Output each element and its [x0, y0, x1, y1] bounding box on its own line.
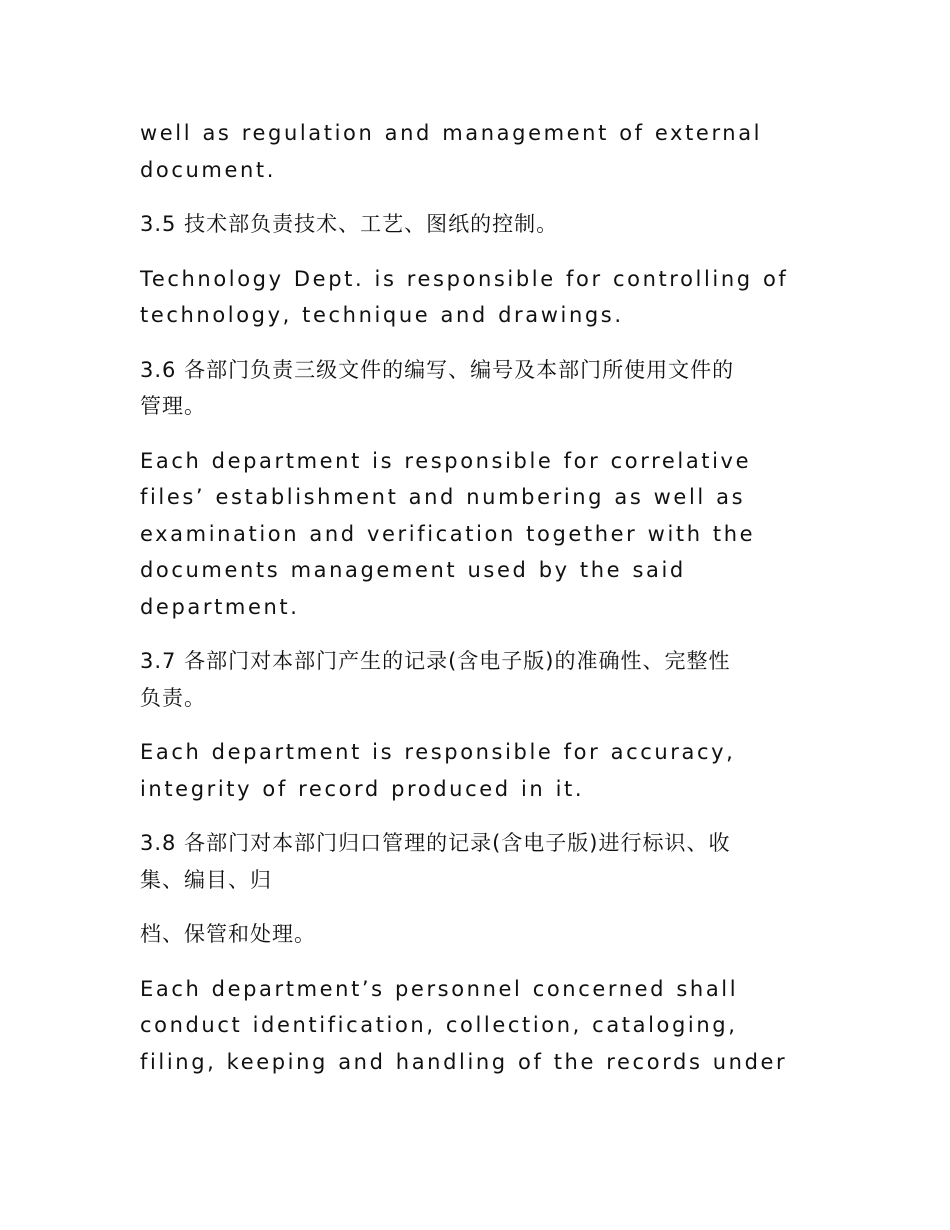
section-3-8-chinese-continued: [140, 916, 800, 953]
text-line: well as regulation and management of external: [140, 121, 763, 145]
section-3-8-chinese: [140, 825, 800, 898]
section-3-8-english: [140, 971, 800, 1081]
text-line: documents management used by the said: [140, 558, 686, 582]
text-line: Technology Dept. is responsible for controlling of: [140, 266, 789, 291]
text-line: files’ establishment and numbering as well as: [140, 485, 746, 509]
text-line: document.: [140, 157, 277, 182]
section-3-5-english: [140, 261, 800, 334]
text-line: conduct identification, collection, cataloging,: [140, 1013, 738, 1037]
section-3-6-chinese: [140, 352, 800, 425]
text-line: 3.7 各部门对本部门产生的记录(含电子版)的准确性、完整性: [140, 649, 731, 673]
text-line: department.: [140, 594, 300, 619]
section-3-5-chinese: [140, 206, 800, 243]
text-line: Each department is responsible for correlative: [140, 448, 752, 473]
text-line: Each department’s personnel concerned shall: [140, 976, 739, 1001]
text-line: technology, technique and drawings.: [140, 303, 624, 327]
text-line: 管理。: [140, 394, 206, 418]
section-3-7-chinese: [140, 643, 800, 716]
text-line: 3.6 各部门负责三级文件的编写、编号及本部门所使用文件的: [140, 357, 735, 382]
text-line: filing, keeping and handling of the records under: [140, 1049, 788, 1074]
text-line: 3.8 各部门对本部门归口管理的记录(含电子版)进行标识、收: [140, 831, 731, 855]
text-line: 负责。: [140, 685, 206, 710]
text-line: 集、编目、归: [140, 867, 272, 892]
text-line: integrity of record produced in it.: [140, 776, 585, 801]
document-body: [140, 115, 800, 1098]
section-3-6-english: [140, 443, 800, 626]
text-line: 3.5 技术部负责技术、工艺、图纸的控制。: [140, 212, 559, 236]
text-line: examination and verification together with the: [140, 521, 756, 546]
paragraph-external-document: [140, 115, 800, 188]
text-line: Each department is responsible for accuracy,: [140, 740, 736, 764]
section-3-7-english: [140, 734, 800, 807]
text-line: 档、保管和处理。: [140, 922, 316, 946]
